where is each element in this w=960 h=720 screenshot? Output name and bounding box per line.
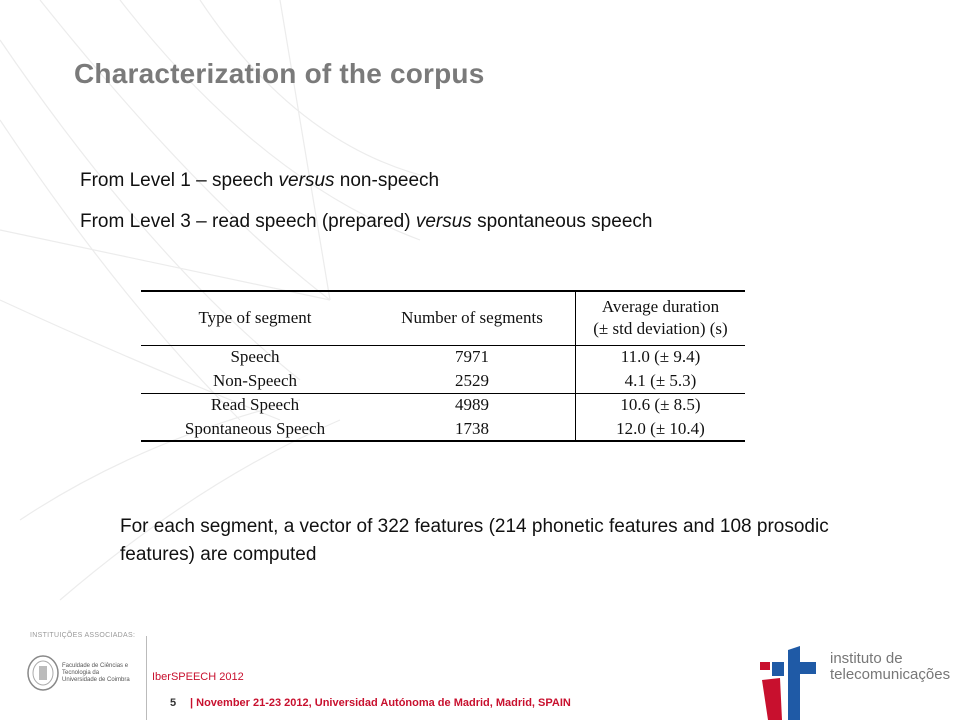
level-3-versus: versus <box>415 211 472 232</box>
logo-line1: instituto de <box>830 650 903 667</box>
header-avg-line1: Average duration <box>601 297 720 317</box>
cell-count: 4989 <box>455 395 489 415</box>
table-row <box>141 369 745 393</box>
university-seal-icon <box>26 654 60 692</box>
header-average-duration <box>576 291 746 345</box>
corpus-table <box>141 290 745 442</box>
level-1-suffix: non-speech <box>334 170 440 191</box>
cell-duration: 11.0 (± 9.4) <box>576 345 746 369</box>
cell-type: Spontaneous Speech <box>141 417 369 441</box>
faculty-name: Faculdade de Ciências e Tecnologia da Universidade de Coimbra <box>62 663 130 683</box>
institute-name <box>830 651 950 683</box>
level-3-prefix: From Level 3 – read speech (prepared) <box>80 211 416 232</box>
header-number-of-segments: Number of segments <box>401 308 543 328</box>
level-1-prefix: From Level 1 – speech <box>80 170 279 191</box>
header-avg-line2: (± std deviation) (s) <box>593 319 728 339</box>
footer-divider <box>146 636 147 720</box>
cell-count: 2529 <box>369 369 576 393</box>
cell-type: Speech <box>230 347 280 367</box>
cell-type: Non-Speech <box>141 369 369 393</box>
cell-count: 7971 <box>455 347 489 367</box>
it-logo-icon <box>760 640 824 720</box>
cell-type: Read Speech <box>210 395 300 415</box>
logo-line2: telecomunicações <box>830 666 951 683</box>
table-row <box>141 345 745 369</box>
header-type-of-segment: Type of segment <box>198 308 312 328</box>
cell-duration: 10.6 (± 8.5) <box>576 393 746 417</box>
table-row <box>141 417 745 441</box>
footer-date-location: | November 21-23 2012, Universidad Autónoma de Madrid, Madrid, SPAIN <box>190 697 571 709</box>
cell-duration: 12.0 (± 10.4) <box>576 417 746 441</box>
table-header-row <box>141 291 745 345</box>
level-3-suffix: spontaneous speech <box>471 211 653 232</box>
table-row <box>141 393 745 417</box>
event-name: IberSPEECH 2012 <box>152 671 244 683</box>
slide-title: Characterization of the corpus <box>74 58 485 89</box>
level-3-line <box>80 211 652 233</box>
page-number: 5 <box>170 697 177 709</box>
features-paragraph: For each segment, a vector of 322 features (214 phonetic features and 108 prosodic features) are computed <box>120 516 829 565</box>
level-1-line <box>80 170 439 192</box>
level-1-versus: versus <box>278 170 335 191</box>
cell-duration: 4.1 (± 5.3) <box>576 369 746 393</box>
associated-institutions-label: INSTITUIÇÕES ASSOCIADAS: <box>30 632 136 639</box>
cell-count: 1738 <box>369 417 576 441</box>
